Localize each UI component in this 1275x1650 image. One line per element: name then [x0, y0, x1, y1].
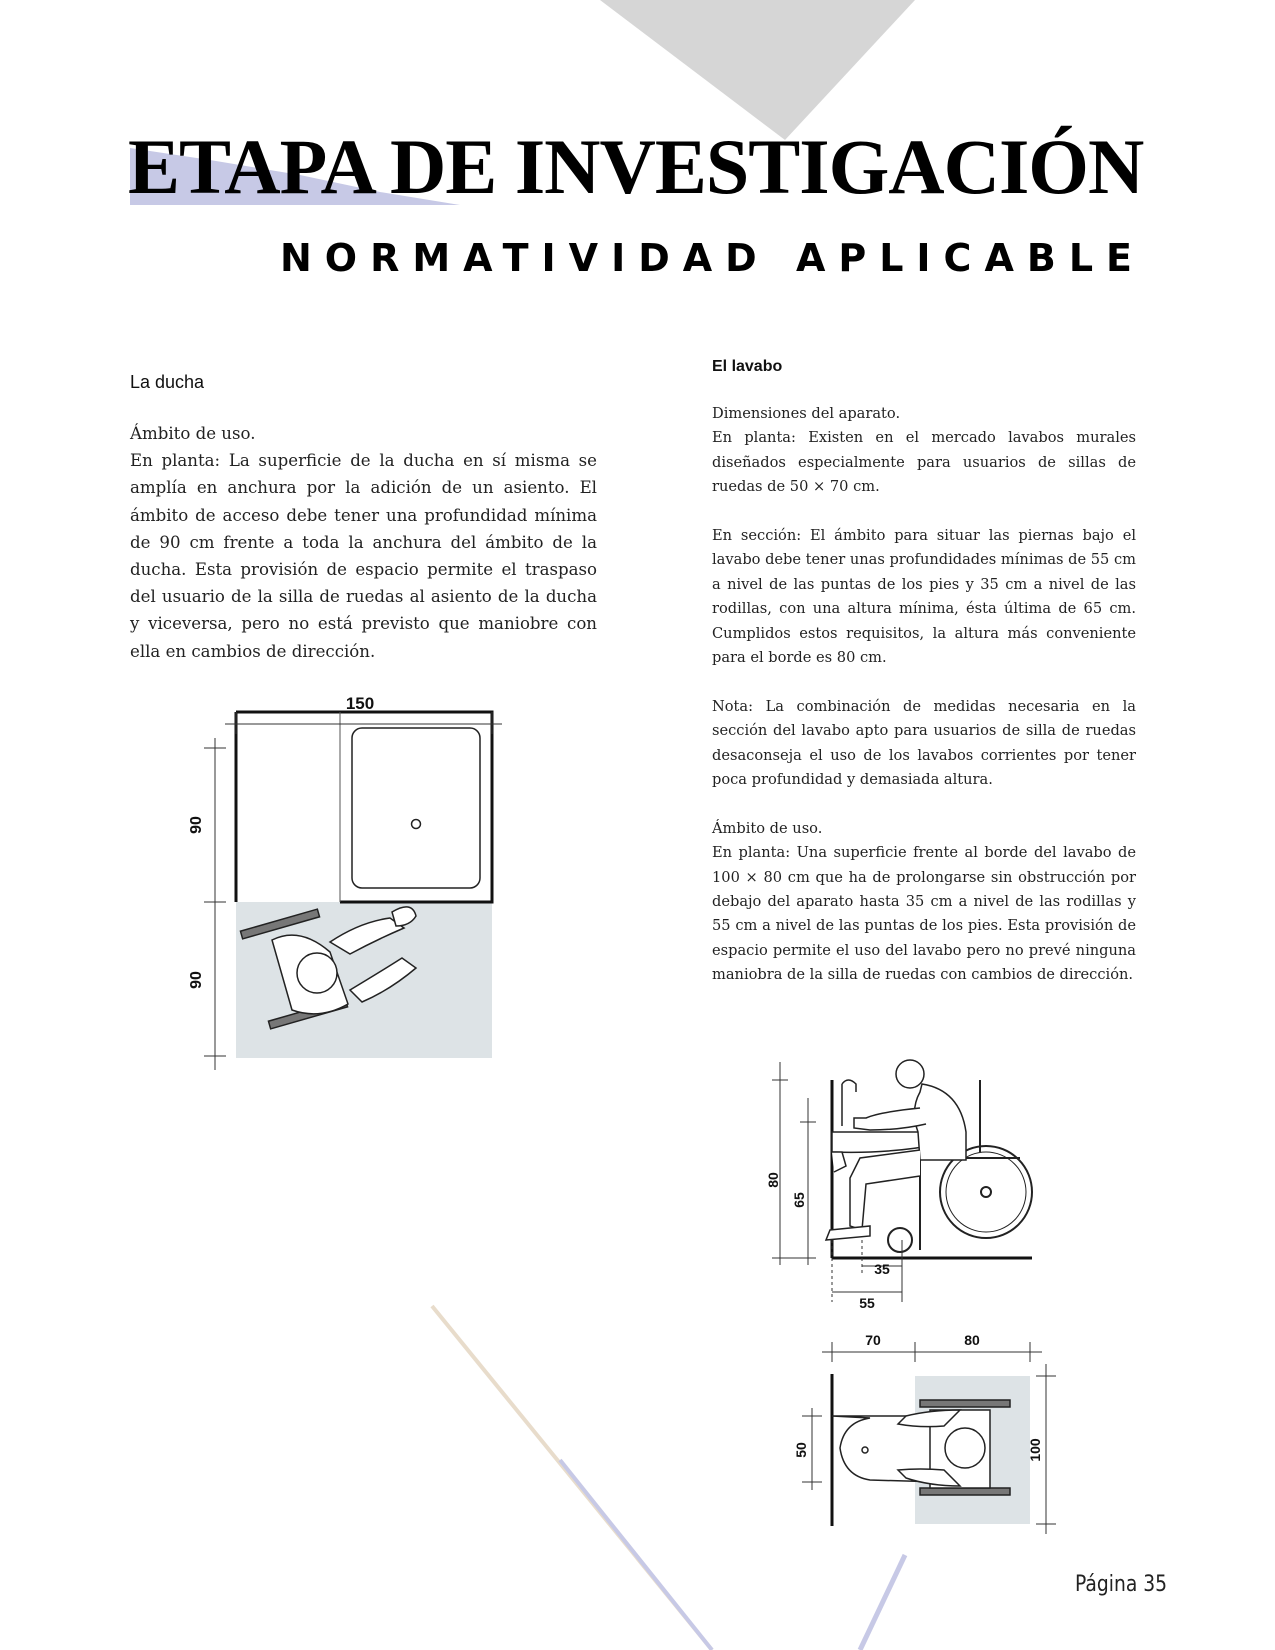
dim-label-50: 50 [793, 1442, 809, 1458]
sink-paragraph: En planta: Una superficie frente al borde del lavabo de 100 × 80 cm que ha de prolongarse sin obstrucción por debajo del aparato hasta 35 cm a nivel de las rodillas y 55 cm a nivel de las puntas de los pies. Esta provisión de espacio permite el uso del lavabo pero no prevé ninguna maniobra de la silla de ruedas con cambios de dirección. [712, 844, 1136, 984]
shower-walls [236, 712, 492, 902]
sink-plan-figure [780, 1330, 1060, 1540]
shower-paragraph: En planta: La superficie de la ducha en sí misma se amplía en anchura por la adición de un asiento. El ámbito de acceso debe tener una profundidad mínima de 90 cm frente a toda la anchura del ámbito de la ducha. Esta provisión de espacio permite el traspaso del usuario de la silla de ruedas al asiento de la ducha y viceversa, pero no está previsto que maniobre con ella en cambios de dirección. [130, 451, 597, 661]
sink-paragraph: Dimensiones del aparato. [712, 405, 901, 422]
shower-text [130, 420, 597, 665]
drain [412, 820, 421, 829]
dim-label-100: 100 [1027, 1438, 1043, 1462]
shower-heading: La ducha [130, 372, 205, 392]
paragraph-gap [712, 500, 1136, 524]
top-gray-triangle [600, 0, 915, 140]
page-number: Página 35 [1075, 1572, 1168, 1597]
dim-label-35: 35 [874, 1261, 890, 1277]
decor-diagonal-left-2 [560, 1460, 712, 1650]
dim-label-80-plan: 80 [964, 1332, 980, 1348]
page-title: ETAPA DE INVESTIGACIÓN [128, 123, 1144, 210]
sink-paragraph: Nota: La combinación de medidas necesaria en la sección del lavabo apto para usuarios de silla de ruedas desaconseja el uso de los lavabos corrientes por tener poca profundidad y demasiada altura. [712, 697, 1136, 789]
dim-label-80: 80 [765, 1172, 781, 1188]
dim-label-90-bottom: 90 [188, 971, 205, 989]
shower-plan-figure [180, 690, 520, 1070]
sink-paragraph: En sección: El ámbito para situar las piernas bajo el lavabo debe tener unas profundidades mínimas de 55 cm a nivel de las puntas de los pies y 35 cm a nivel de las rodillas, con una altura mínima, ésta última de 65 cm. Cumplidos estos requisitos, la altura más conveniente para el borde es 80 cm. [712, 527, 1136, 667]
dim-label-65: 65 [791, 1192, 807, 1208]
decor-diagonal-right [860, 1555, 905, 1650]
sink-section-figure [765, 1040, 1040, 1315]
shower-paragraph: Ámbito de uso. [130, 424, 256, 443]
dim-label-55: 55 [859, 1295, 875, 1311]
sink-heading: El lavabo [712, 358, 783, 375]
sink-paragraph: Ámbito de uso. [712, 819, 823, 837]
dim-label-70: 70 [865, 1332, 881, 1348]
paragraph-gap [712, 670, 1136, 694]
shower-tray [352, 728, 480, 888]
dim-label-90-top: 90 [188, 816, 205, 834]
paragraph-gap [712, 792, 1136, 816]
dim-label-150: 150 [345, 694, 375, 713]
page-subtitle: NORMATIVIDAD APLICABLE [279, 236, 1145, 280]
sink-paragraph: En planta: Existen en el mercado lavabos murales diseñados especialmente para usuarios de sillas de ruedas de 50 × 70 cm. [712, 429, 1136, 496]
sink-text [712, 402, 1136, 988]
